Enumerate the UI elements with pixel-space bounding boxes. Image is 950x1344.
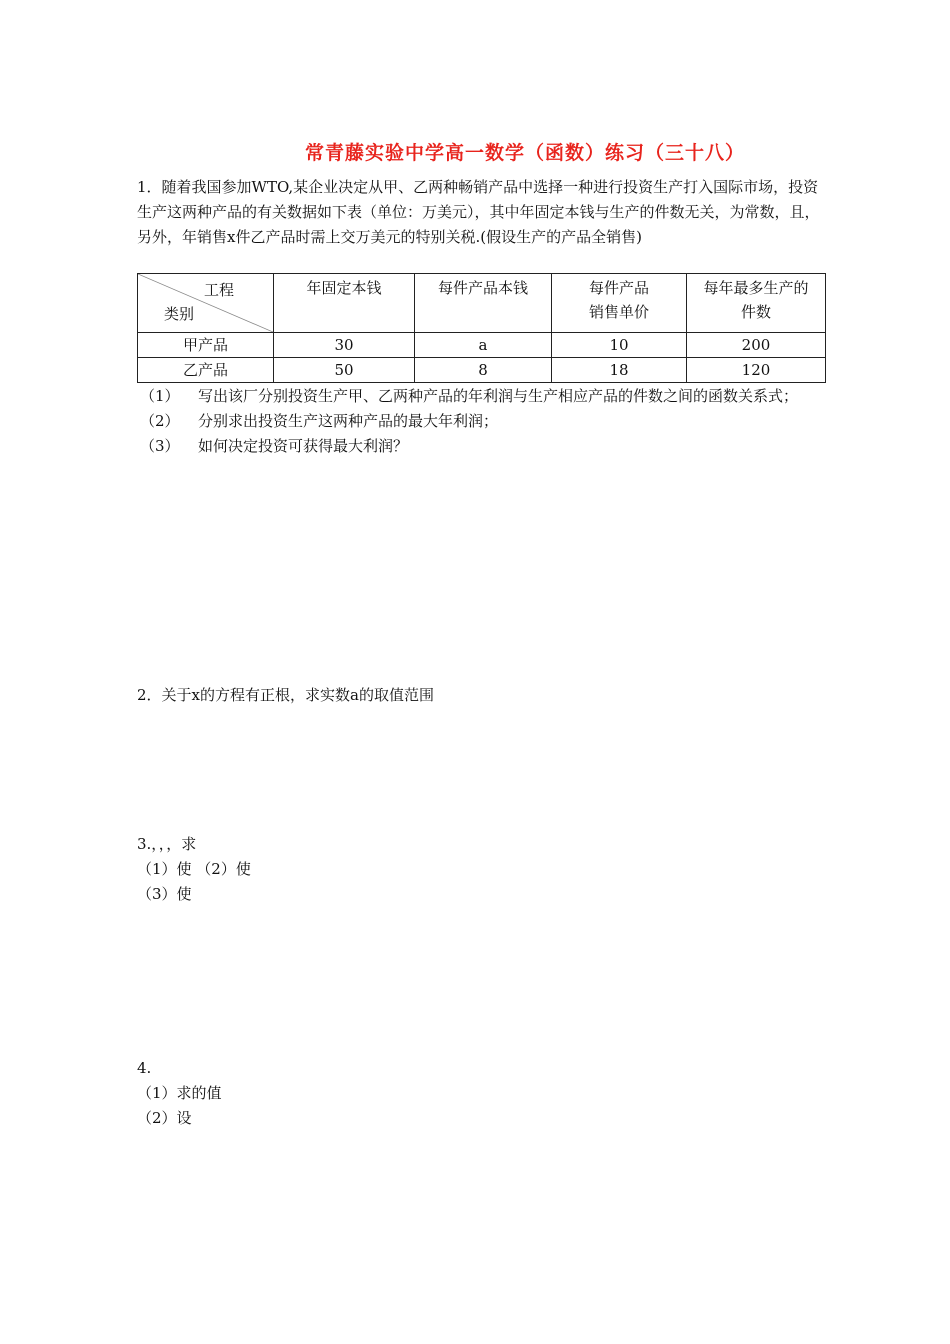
table-cell: 10 bbox=[552, 333, 687, 358]
subquestion-text: 如何决定投资可获得最大利润？ bbox=[198, 437, 409, 455]
header-unit-cost: 每件产品本钱 bbox=[415, 274, 552, 333]
table-cell: 甲产品 bbox=[138, 333, 274, 358]
table-row bbox=[138, 358, 826, 383]
subquestion-number: （2） bbox=[140, 412, 180, 430]
header-unit-price: 每件产品 销售单价 bbox=[552, 274, 687, 333]
table-cell: 200 bbox=[687, 333, 826, 358]
question-3-line: （3）使 bbox=[137, 885, 192, 903]
subquestion-number: （3） bbox=[140, 437, 180, 455]
corner-top-label: 工程 bbox=[204, 281, 235, 299]
table-cell: 18 bbox=[552, 358, 687, 383]
table-cell: 乙产品 bbox=[138, 358, 274, 383]
table-corner-cell bbox=[138, 274, 274, 333]
question-2-text: 2．关于x的方程有正根，求实数a的取值范围 bbox=[137, 686, 434, 704]
question-4-line: 4. bbox=[137, 1059, 152, 1077]
table-cell: a bbox=[415, 333, 552, 358]
subquestion-text: 写出该厂分别投资生产甲、乙两种产品的年利润与生产相应产品的件数之间的函数关系式； bbox=[198, 387, 799, 405]
corner-bottom-label: 类别 bbox=[164, 305, 195, 323]
question-3-line: （1）使 （2）使 bbox=[137, 860, 251, 878]
subquestion-item bbox=[140, 384, 830, 409]
question-1-text: 1．随着我国参加WTO,某企业决定从甲、乙两种畅销产品中选择一种进行投资生产打入国际市场，投资生产这两种产品的有关数据如下表（单位：万美元），其中年固定本钱与生产的件数无关，为常数，且，另外，年销售x件乙产品时需上交万美元的特别关税.(假设生产的产品全销售) bbox=[137, 178, 820, 246]
table-cell: 50 bbox=[274, 358, 415, 383]
table-cell: 8 bbox=[415, 358, 552, 383]
product-data-table bbox=[137, 273, 826, 383]
question-4 bbox=[137, 1056, 222, 1131]
question-1-subquestions bbox=[140, 384, 830, 459]
subquestion-item bbox=[140, 434, 830, 459]
question-4-line: （1）求的值 bbox=[137, 1084, 222, 1102]
page-title: 常青藤实验中学高一数学（函数）练习（三十八） bbox=[305, 142, 746, 164]
table-cell: 120 bbox=[687, 358, 826, 383]
table-cell: 30 bbox=[274, 333, 415, 358]
question-3 bbox=[137, 832, 251, 907]
question-3-line: 3.，，，求 bbox=[137, 835, 197, 853]
header-max-production: 每年最多生产的 件数 bbox=[687, 274, 826, 333]
question-4-line: （2）设 bbox=[137, 1109, 192, 1127]
table-row bbox=[138, 333, 826, 358]
header-fixed-cost: 年固定本钱 bbox=[274, 274, 415, 333]
table-header-row bbox=[138, 274, 826, 333]
subquestion-text: 分别求出投资生产这两种产品的最大年利润； bbox=[198, 412, 499, 430]
subquestion-item bbox=[140, 409, 830, 434]
subquestion-number: （1） bbox=[140, 387, 180, 405]
